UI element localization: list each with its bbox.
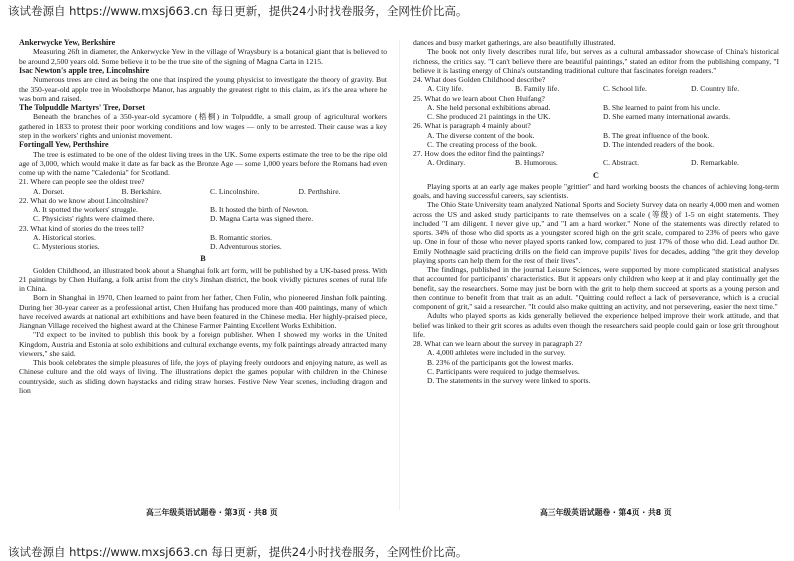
tree-title: Ankerwycke Yew, Berkshire xyxy=(19,38,116,47)
tree-title: Isac Newton's apple tree, Lincolnshire xyxy=(19,65,150,75)
options-23 xyxy=(19,233,387,242)
paragraph: "I'd expect to be invited to publish this book by a foreign publisher. When I showed my works in the United Kingdom, Austria and Estonia at solo exhibitions and cultural exchange events, my folk paintings already attracted many viewers," she said. xyxy=(19,330,387,358)
paragraph: The tree is estimated to be one of the oldest living trees in the UK. Some experts estimate the tree to be the ripe old age of 3,000, which would make it date as far back as the Bronze Age — some 1,000 years before the Romans had even come up with the name "Caledonia" for Scotland. xyxy=(19,149,387,178)
paragraph: Measuring 26ft in diameter, the Ankerwycke Yew in the village of Wraysbury is a botanical giant that is believed to be around 2,500 years old. Some believe it to be the true site of the signing of Magna Carta in 1215. xyxy=(19,47,387,66)
option: A. Historical stories. xyxy=(33,232,96,242)
option: A. The diverse content of the book. xyxy=(427,130,535,140)
options-24 xyxy=(413,84,779,93)
question-28: 28. What can we learn about the survey in paragraph 2? xyxy=(413,339,583,348)
paragraph: The Ohio State University team analyzed National Sports and Society Survey data on nearly 4,000 men and women across the US and asked study participants to rate themselves on a scale (等级) of 1-5 on eight statements. They included "I am diligent. I never give up," and "I am a hard worker." None of the statements was directly related to sports. 34% of those who did sports as a youngster scored high on the grit scale, compared to 23% of peers who gave up. One in four of those who never played sports ranked low, compared to just 17% of those who did. Lead author Dr. Emily Nothnagle said practicing drills on the field can improve pupils' lives for decades, adding "the grit they develop playing sports can help them for the rest of their lives". xyxy=(413,200,779,265)
option: D. Remarkable. xyxy=(691,158,739,168)
page-footer-left: 高三年级英语试题卷 · 第3页 · 共8 页 xyxy=(146,508,278,517)
page-footer-right: 高三年级英语试题卷 · 第4页 · 共8 页 xyxy=(540,508,672,517)
option: C. School life. xyxy=(603,84,647,94)
tree-title: Fortingall Yew, Perthshire xyxy=(19,140,109,150)
question-23: 23. What kind of stories do the trees tell? xyxy=(19,223,144,233)
option: A. City life. xyxy=(427,84,464,94)
paragraph: The findings, published in the journal Leisure Sciences, were supported by more complicated statistical analyses that accounted for participants' characteristics. But it appears only children who keep at it and play continually get the benefit, say the researchers. Some may just be born with the grit to help them succeed at sports as a young person and then continue to benefit from that trait as an adult. "Quitting could reflect a lack of perseverance, which is a crucial component of grit," said a researcher. "It could also make quitting an activity, and not persevering, easier the next time." xyxy=(413,265,779,311)
tree-title: The Tolpuddle Martyrs' Tree, Dorset xyxy=(19,103,145,113)
question-25: 25. What do we learn about Chen Huifang? xyxy=(413,93,545,103)
option: C. Abstract. xyxy=(603,158,640,168)
option: B. Berkshire. xyxy=(121,186,162,196)
option: D. Magna Carta was signed there. xyxy=(210,214,314,224)
section-heading-c: C xyxy=(593,170,599,180)
watermark-bottom: 该试卷源自 https://www.mxsj663.cn 每日更新，提供24小时找卷服务，全网性价比高。 xyxy=(8,545,468,559)
paragraph: Adults who played sports as kids generally believed the experience helped improve their work attitude, and that belief was linked to their grit scores as adults even though the researchers said people could gain or lose grit throughout life. xyxy=(413,311,779,339)
options-26 xyxy=(413,131,779,140)
paragraph: Beneath the branches of a 350-year-old sycamore (梧桐) in Tolpuddle, a small group of agricultural workers gathered in 1833 to protest their poor working conditions and low wages — only to be arrested. Their cause was a key step in the workers' rights and unionist movement. xyxy=(19,112,387,140)
paragraph: Playing sports at an early age makes people "grittier" and hard working boosts the chances of achieving long-term goals, and having successful careers, say scientists. xyxy=(413,181,779,200)
section-heading-b: B xyxy=(200,254,206,264)
option: A. It spotted the workers' struggle. xyxy=(33,205,138,215)
options-22 xyxy=(19,214,387,223)
paragraph: The book not only lively describes rural life, but serves as a cultural ambassador showcase of China's historical richness, the critics say. "I can't believe there are beautiful paintings," stated an editor from the publishing company, "I believe it is lasting energy of China's outstanding traditional culture that fascinates foreign readers." xyxy=(413,47,779,75)
question-24: 24. What does Golden Childhood describe? xyxy=(413,75,546,84)
paragraph: Golden Childhood, an illustrated book about a Shanghai folk art form, will be published by a UK-based press. With 21 paintings by Chen Huifang, a folk artist from the city's Jinshan district, the book vividly pictures scenes of rural life in China. xyxy=(19,265,387,294)
option: C. Participants were required to judge themselves. xyxy=(427,366,580,376)
options-21 xyxy=(19,187,387,196)
options-25 xyxy=(413,103,779,112)
left-column xyxy=(19,38,387,395)
paragraph: Born in Shanghai in 1970, Chen learned to paint from her father, Chen Fulin, who pioneered Jinshan folk painting. During her 30-year career as a professional artist, Chen Huifang has produced more than 400 paintings, many of which have received awards at national art exhibitions and have been featured in the Chinese media. Her highly-praised piece, Jiangnan Village received the highest award at the Chinese Farmer Painting Excellent Works Exhibition. xyxy=(19,293,387,331)
option: D. The statements in the survey were linked to sports. xyxy=(427,376,591,385)
option: B. Family life. xyxy=(515,84,560,94)
option: B. It hosted the birth of Newton. xyxy=(210,205,309,215)
option: D. Perthshire. xyxy=(298,186,341,196)
option: D. Adventurous stories. xyxy=(210,242,282,252)
paragraph: dances and busy market gatherings, are also beautifully illustrated. xyxy=(413,38,616,47)
option: B. 23% of the participants got the lowest marks. xyxy=(427,357,574,367)
options-23 xyxy=(19,242,387,251)
option: D. The intended readers of the book. xyxy=(603,139,715,149)
option: B. Humorous. xyxy=(515,158,558,168)
option: C. Physicists' rights were claimed there. xyxy=(33,214,155,224)
option: B. Romantic stories. xyxy=(210,232,273,242)
options-27 xyxy=(413,158,779,167)
option: A. 4,000 athletes were included in the survey. xyxy=(427,348,566,358)
question-22: 22. What do we know about Lincolnshire? xyxy=(19,195,149,205)
option: D. Country life. xyxy=(691,84,740,94)
question-26: 26. What is paragraph 4 mainly about? xyxy=(413,121,531,131)
option: B. She learned to paint from his uncle. xyxy=(603,102,721,112)
options-25 xyxy=(413,112,779,121)
option: C. Lincolnshire. xyxy=(210,186,260,196)
page-divider xyxy=(399,40,400,510)
option: C. The creating process of the book. xyxy=(427,139,537,149)
option: D. She earned many international awards. xyxy=(603,112,731,121)
options-22 xyxy=(19,205,387,214)
options-26 xyxy=(413,140,779,149)
paragraph: This book celebrates the simple pleasures of life, the joys of playing freely outdoors and enjoying nature, as well as Chinese culture and the old ways of living. The illustrations depict the games popular with children in the Chinese countryside, such as sliding down haystacks and riding straw horses. Festive New Year scenes, including dragon and lion xyxy=(19,358,387,395)
option: C. Mysterious stories. xyxy=(33,242,100,252)
question-21: 21. Where can people see the oldest tree? xyxy=(19,177,145,187)
watermark-top: 该试卷源自 https://www.mxsj663.cn 每日更新，提供24小时找卷服务，全网性价比高。 xyxy=(8,4,468,18)
right-column xyxy=(413,38,779,385)
option: A. Ordinary. xyxy=(427,158,466,168)
option: C. She produced 21 paintings in the UK. xyxy=(427,112,551,121)
paragraph: Numerous trees are cited as being the one that inspired the young physicist to investigate the theory of gravity. But the 350-year-old apple tree in Woolsthorpe Manor, has arguably the greatest right to this claim, as it's the area where he was born and raised. xyxy=(19,75,387,103)
option: A. She held personal exhibitions abroad. xyxy=(427,102,551,112)
question-27: 27. How does the editor find the paintings? xyxy=(413,149,545,158)
option: B. The great influence of the book. xyxy=(603,130,710,140)
option: A. Dorset. xyxy=(33,186,65,196)
